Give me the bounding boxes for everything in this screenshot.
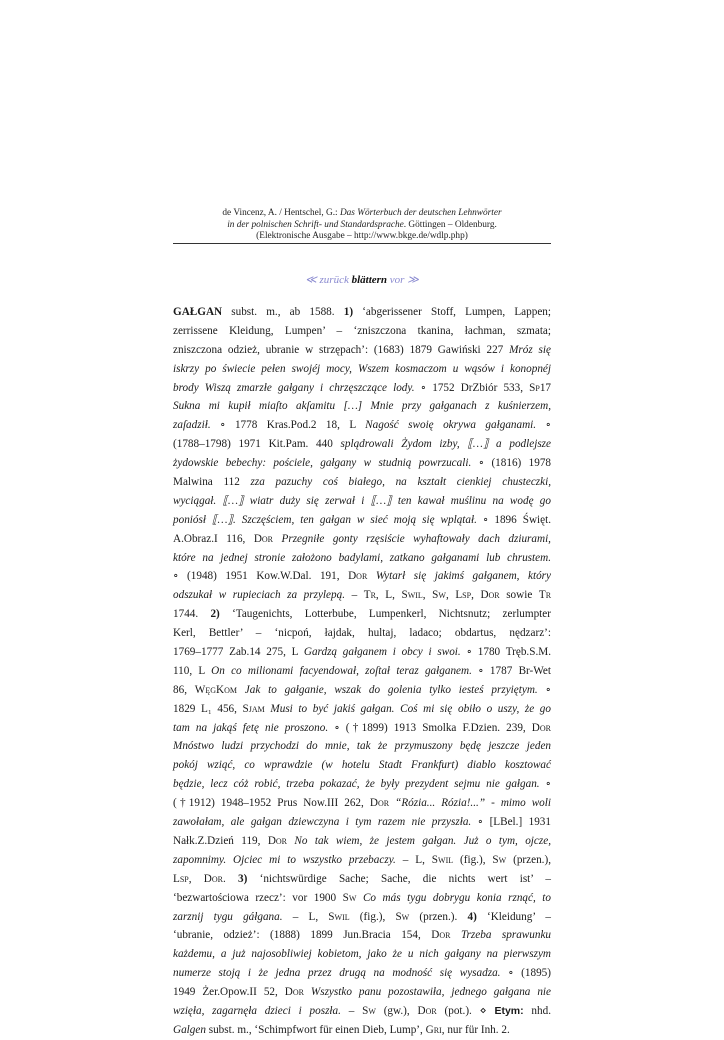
entry-text: (fig.),	[453, 853, 493, 866]
entry-text: sowie	[499, 589, 539, 602]
citation-line-3: (Elektronische Ausgabe – http://www.bkge.de/wdlp.php)	[256, 231, 468, 242]
entry-quote-text: poniósł ⟦…⟧. Szczęściem, ten gałgan w sieć moją się wplątał.	[173, 513, 477, 526]
entry-quote-text: wyciągał. ⟦…⟧ wiatr duży się zerwał i ⟦…⟧ ten kawał muślinu na wodę go	[173, 494, 551, 507]
entry-line	[173, 662, 551, 681]
entry-text: ,	[471, 589, 481, 602]
entry-source-abbrev: Dor	[348, 570, 368, 583]
entry-line	[173, 511, 551, 530]
entry-quote-text: Mróz się	[509, 343, 551, 356]
back-arrow-icon: ≪	[305, 274, 317, 286]
entry-quote-text: “Rózia... Rózia!...” - mimo woli	[395, 797, 551, 810]
entry-text: ∘ (†1899) 1913 Smolka F.Dzien. 239,	[328, 721, 532, 734]
entry-line	[173, 624, 551, 643]
entry-bold-text: 4)	[467, 910, 477, 923]
entry-quote-text: zarznij tygu gáłgana.	[173, 910, 283, 923]
entry-quote-text: żydowskie bebechy: pościele, gałgany w studnią powrzucali.	[173, 457, 472, 470]
entry-text	[304, 986, 311, 998]
entry-quote-text: Co más tygu dobrygu konia rznąć, to	[362, 891, 552, 904]
entry-text: (1788–1798) 1971 Kit.Pam. 440	[173, 438, 341, 451]
entry-text: 1949 Żer.Opow.II 52,	[173, 986, 285, 999]
entry-bold-text: 3)	[238, 872, 248, 885]
entry-text: 86,	[173, 683, 195, 696]
entry-source-abbrev: Dor	[480, 589, 500, 602]
entry-quote-text: zawołałam, ale gałgan dziewczyna i tym razem nie przyszła.	[173, 816, 472, 829]
entry-line	[173, 416, 551, 435]
entry-source-abbrev: Dor	[284, 986, 304, 999]
entry-line	[173, 492, 551, 511]
entry-source-abbrev: Lsp	[455, 589, 472, 602]
entry-quote-text: splądrowali Żydom izby, ⟦…⟧ a podlejsze	[340, 438, 551, 451]
entry-text: , L,	[375, 589, 402, 602]
entry-quote-text: Wytarł się jakimś gałganem, który	[375, 570, 551, 583]
entry-text: –	[340, 1004, 363, 1017]
entry-source-abbrev: Dor	[369, 797, 390, 810]
entry-quote-text: Mnóstwo ludzi przychodzi do mnie, tak że przymuszony będę jeszcze jeden	[173, 740, 551, 753]
entry-line	[173, 303, 551, 322]
entry-line	[173, 851, 551, 870]
entry-text: ∘	[536, 419, 552, 432]
entry-source-abbrev: Sw	[492, 853, 507, 866]
entry-source-abbrev: WęgKom	[194, 683, 237, 696]
entry-line	[173, 719, 551, 738]
entry-bold-text: GAŁGAN	[173, 306, 223, 318]
forward-link[interactable]	[390, 274, 419, 286]
entry-text: (gw.),	[375, 1004, 418, 1017]
entry-source-abbrev: Dor	[267, 834, 288, 847]
entry-quote-text: On co milionami facyendował, zoſtał teraz gałganem.	[211, 664, 472, 677]
entry-line	[173, 397, 551, 416]
entry-text: Kerl, Bettler’ – ‘nicpoń, łajdak, hultaj, ladaco; obdartus, nędzarz’:	[173, 627, 551, 640]
entry-source-abbrev: Swil	[431, 853, 454, 866]
entry-quote-text: wzięła, zagarnęła dzieci i poszła.	[173, 1004, 341, 1017]
entry-source-abbrev: Sjam	[242, 702, 265, 715]
entry-text: (przen.).	[409, 910, 468, 923]
entry-line	[173, 605, 551, 624]
entry-source-abbrev: Swil	[328, 910, 350, 923]
entry-text: – L,	[282, 910, 329, 923]
entry-text: subst. m., ‘Schimpfwort für einen Dieb, Lump’,	[205, 1023, 426, 1036]
entry-text: ‘abgerissener Stoff, Lumpen, Lappen;	[353, 306, 552, 318]
entry-quote-text: Trzeba sprawunku	[460, 929, 551, 942]
entry-text: ,	[445, 589, 456, 602]
entry-quote-text: No tak wiem, że jestem gałgan. Już o tym, ojcze,	[294, 834, 551, 847]
forward-label: vor	[389, 274, 405, 286]
header-divider	[173, 243, 551, 244]
entry-text: ∘ 1787 Br-Wet	[471, 664, 551, 677]
entry-text: ‘Kleidung’ –	[476, 910, 551, 923]
entry-text: ∘	[539, 778, 551, 791]
entry-text: (pot.). ⋄	[436, 1004, 495, 1017]
entry-text: A.Obraz.I 116,	[173, 532, 254, 545]
entry-text: – L,	[395, 853, 432, 866]
entry-text: ,	[422, 589, 433, 602]
entry-source-abbrev: Dor	[203, 872, 223, 885]
entry-line	[173, 945, 551, 964]
entry-text	[273, 533, 281, 545]
entry-quote-text: będzie, lecz cóż robić, trzeba pokazać, że były prezydent sejmu nie gałgan.	[173, 778, 540, 791]
entry-quote-text: Gardzą gałganem i obcy i swoi.	[303, 646, 461, 659]
citation-line-2	[173, 220, 551, 232]
entry-text: (fig.),	[349, 910, 396, 923]
entry-line	[173, 756, 551, 775]
entry-line	[173, 700, 551, 719]
entry-line	[173, 737, 551, 756]
entry-line	[173, 530, 551, 549]
citation-publisher: . Göttingen – Oldenburg.	[403, 219, 497, 230]
entry-text: 17	[539, 381, 551, 394]
entry-quote-text: Sukna mi kupił miaſto akſamitu […] Mnie przy gałganach z kuśnierzem,	[173, 400, 551, 413]
entry-source-abbrev: Sw	[342, 891, 357, 904]
entry-line	[173, 794, 551, 813]
entry-quote-text: zapomnimy. Ojciec mi to wszystko przebaczy.	[173, 853, 396, 866]
entry-text: zerrissene Kleidung, Lumpen’ – ‘zniszczona tkanina, łachman, szmata;	[173, 324, 551, 337]
entry-text: 1769–1777 Zab.14 275, L	[173, 646, 304, 659]
entry-text: ∘ 1778 Kras.Pod.2 18, L	[210, 419, 366, 432]
entry-source-abbrev: Tr	[538, 589, 552, 602]
entry-quote-text: brody Wiszą zmarzłe gałgany i chrzęszczące lody.	[173, 381, 415, 394]
entry-line	[173, 983, 551, 1002]
entry-line	[173, 964, 551, 983]
entry-text: 1744.	[173, 608, 211, 621]
entry-quote-text: pokój wziąć, co wprawdzie (w hotelu Stadt Frankfurt) diablo kosztować	[173, 759, 551, 772]
entry-text: ∘ 1752 DrZbiór 533,	[414, 381, 530, 394]
entry-source-abbrev: Dor	[253, 532, 274, 545]
entry-line	[173, 926, 551, 945]
entry-text: Nałk.Z.Dzień 119,	[173, 834, 268, 847]
entry-line	[173, 360, 551, 379]
entry-quote-text: Wszystko panu pozostawiła, jednego gałgana nie	[310, 986, 552, 999]
entry-line	[173, 473, 551, 492]
entry-text: ‘ubranie, odzież’: (1888) 1899 Jun.Bracia 154,	[173, 929, 432, 942]
forward-arrow-icon: ≫	[407, 274, 419, 286]
entry-source-abbrev: Sw	[432, 589, 446, 602]
entry-text: ∘ 1896 Święt.	[476, 513, 551, 526]
entry-text: nhd.	[523, 1004, 551, 1017]
entry-quote-text: Przegniłe gonty rzęsiście wyhaftowały dach dziurami,	[281, 532, 551, 545]
entry-text: (†1912) 1948–1952 Prus Now.III 262,	[173, 797, 370, 810]
entry-line	[173, 341, 551, 360]
entry-quote-text: Jak to gałganie, wszak do golenia tylko iesteś przyiętym.	[244, 683, 538, 696]
entry-source-abbrev: Dor	[531, 721, 551, 734]
entry-text: ‘Taugenichts, Lotterbube, Lumpenkerl, Nichtsnutz; zerlumpter	[219, 608, 551, 621]
entry-text: ∘ (1816) 1978	[471, 457, 552, 470]
entry-text: –	[345, 589, 364, 602]
entry-line	[173, 435, 551, 454]
entry-quote-text: każdemu, a już najosobliwiej kobietom, jako że u nich gałgany na pierwszym	[173, 948, 551, 961]
entry-text: ∘ [LBel.] 1931	[471, 816, 551, 829]
entry-quote-text: iskrzy po świecie pełen swojéj mocy, Wszem kosmaczom u wąsów i konopnéj	[173, 362, 551, 375]
entry-text: .	[222, 872, 239, 885]
entry-line	[173, 813, 551, 832]
entry-text: ∘ 1780 Tręb.S.M.	[460, 646, 551, 659]
entry-line	[173, 889, 551, 908]
entry-text: ∘ (1895)	[500, 967, 551, 980]
entry-source-abbrev: Sp	[529, 381, 540, 394]
back-link[interactable]	[305, 274, 349, 286]
entry-line	[173, 870, 551, 889]
browse-label[interactable]: blättern	[351, 274, 388, 286]
entry-source-abbrev: Lsp	[173, 872, 189, 885]
entry-line	[173, 775, 551, 794]
dictionary-entry	[173, 303, 551, 1040]
entry-text: ∘	[537, 683, 551, 696]
entry-source-abbrev: Gri	[425, 1023, 442, 1036]
entry-line	[173, 586, 551, 605]
back-label: zurück	[319, 274, 349, 286]
entry-bold-text: 2)	[210, 608, 220, 621]
entry-text: (przen.),	[506, 853, 551, 866]
entry-line	[173, 832, 551, 851]
entry-source-abbrev: Dor	[417, 1004, 437, 1017]
entry-text	[367, 570, 376, 582]
entry-text: Malwina 112	[173, 476, 251, 489]
entry-source-abbrev: Sw	[395, 910, 410, 923]
entry-quote-text: Musi to być jakiś gałgan. Coś mi się obiło o uszy, że go	[270, 702, 551, 715]
entry-source-abbrev: Dor	[431, 929, 451, 942]
entry-text: ,	[188, 872, 204, 885]
entry-line	[173, 567, 551, 586]
entry-text	[450, 929, 460, 941]
entry-quote-text: numerze stoją i że jedna przez drugą na modność się wysadza.	[173, 967, 501, 980]
entry-line	[173, 681, 551, 700]
citation-line-1	[173, 208, 551, 220]
entry-text: 110, L	[173, 664, 212, 677]
page-navigation	[173, 273, 551, 287]
citation-authors: de Vincenz, A. / Hentschel, G.:	[222, 208, 340, 218]
entry-text	[237, 684, 245, 696]
entry-text: ‘bezwartościowa rzecz’: vor 1900	[173, 891, 343, 904]
entry-text: ∘ (1948) 1951 Kow.W.Dal. 191,	[173, 570, 349, 583]
entry-quote-text: Galgen	[173, 1023, 206, 1036]
entry-text: ‘nichtswürdige Sache; Sache, die nichts wert ist’ –	[247, 872, 552, 885]
entry-quote-text: zaſadził.	[173, 419, 211, 432]
entry-text: 1829 L₁ 456,	[173, 702, 243, 715]
citation-header	[173, 208, 551, 243]
citation-title: Das Wörterbuch der deutschen Lehnwörter	[339, 208, 502, 218]
entry-source-abbrev: Sw	[362, 1004, 376, 1017]
entry-quote-text: odszukał w rupieciach za przylepą.	[173, 589, 345, 602]
entry-text: , nur für Inh. 2.	[441, 1023, 510, 1036]
entry-quote-text: zza pazuchy coś białego, na kształt cienkiej chusteczki,	[250, 476, 552, 489]
entry-bold-text: 1)	[343, 306, 354, 318]
entry-quote-text: tam na jakąś fetę nie proszono.	[173, 721, 329, 734]
entry-source-abbrev: Tr	[363, 589, 376, 602]
entry-text: zniszczona odzież, ubranie w strzępach’: (1683) 1879 Gawiński 227	[173, 343, 510, 356]
etymology-label: Etym:	[494, 1004, 524, 1017]
entry-line	[173, 322, 551, 341]
entry-line	[173, 549, 551, 568]
entry-quote-text: Nagość swoię okrywa gałganami.	[365, 419, 537, 432]
entry-line	[173, 454, 551, 473]
entry-line	[173, 1002, 551, 1021]
citation-title-cont: in der polnischen Schrift- und Standardsprache	[227, 219, 404, 230]
entry-line	[173, 643, 551, 662]
entry-source-abbrev: Swil	[401, 589, 423, 602]
entry-text: subst. m., ab 1588.	[222, 306, 344, 318]
entry-line	[173, 379, 551, 398]
entry-line	[173, 908, 551, 927]
entry-quote-text: które na jednej stronie założono badylami, zatkano gałganami lub chrustem.	[173, 551, 551, 564]
